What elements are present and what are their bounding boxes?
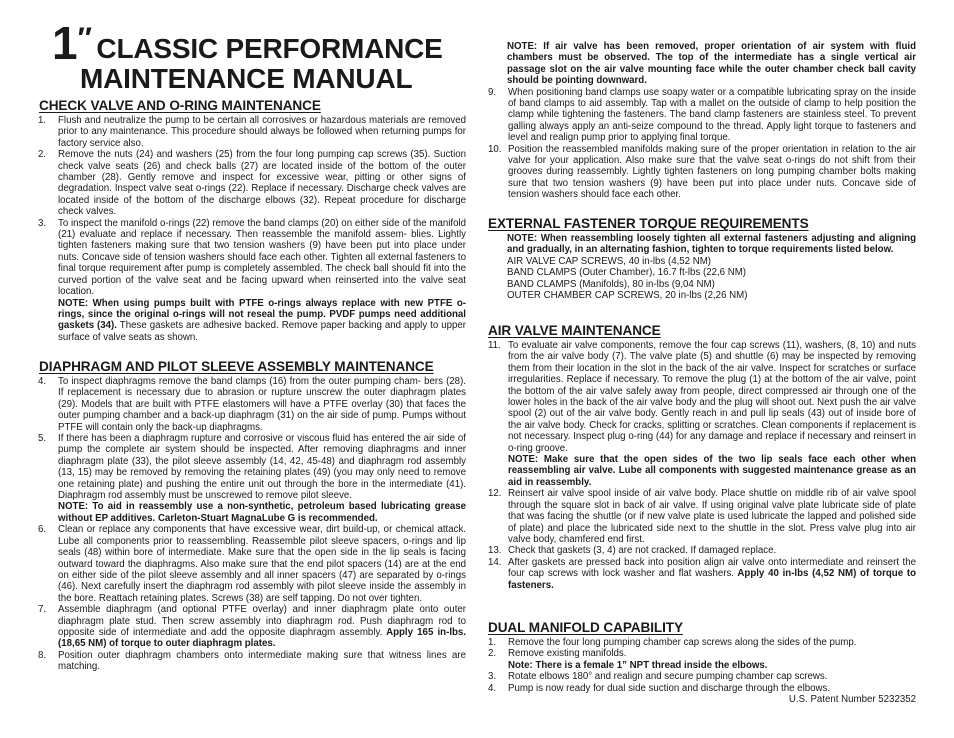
check-valve-heading: CHECK VALVE AND O-RING MAINTENANCE xyxy=(39,98,321,113)
dual-manifold-heading: DUAL MANIFOLD CAPABILITY xyxy=(488,620,683,635)
list-item: 1. Remove the four long pumping chamber cap screws along the sides of the pump. xyxy=(488,637,857,648)
list-item: 12. Reinsert air valve spool inside of air valve body. Place shuttle on middle rib of air valve spool through the square slot in back of air valve. If using original valve plate lubricate side of plate that was facing the shuttle (or if new valve plate is used lubricate the lapped and polished side of plate) and place the lubricated side next to the shuttle in the slot. Press valve plug into air valve body, chamfered end first. xyxy=(488,488,916,545)
title-line-1: CLASSIC PERFORMANCE xyxy=(96,33,443,64)
torque-line: BAND CLAMPS (Outer Chamber), 16.7 ft-lbs (22,6 NM) xyxy=(507,267,747,279)
list-item: 7. Assemble diaphragm (and optional PTFE overlay) and inner diaphragm plate onto outer diaphragm plate stud. Then screw assembly into diaphragm rod. Push diaphragm rod to opposite side of intermediate and add the opposite diaphragm assembly. Apply 165 in-lbs. (18,65 NM) of torque to outer diaphragm plates. xyxy=(38,604,467,650)
list-item: 9. When positioning band clamps use soapy water or a compatible lubricating spray on the inside of band clamps to aid assembly. Tap with a mallet on the outside of clamp to help position the clamp while tightening the fasteners. The band clamp fasteners are stainless steel. To prevent galling always apply an anti-seize compound to the thread. Apply light torque to fasteners and level and realign pump prior to applying final torque. xyxy=(488,86,916,144)
list-item: 4. Pump is now ready for dual side suction and discharge through the elbows. xyxy=(488,682,831,694)
list-item: 8. Position outer diaphragm chambers onto intermediate making sure that witness lines are matching. xyxy=(38,649,466,673)
title-number: 1″ xyxy=(52,17,92,69)
air-valve-heading: AIR VALVE MAINTENANCE xyxy=(488,323,661,338)
diaphragm-heading: DIAPHRAGM AND PILOT SLEEVE ASSEMBLY MAINTENANCE xyxy=(39,359,434,374)
note-text: NOTE: Make sure that the open sides of the two lip seals face each other when reassembling air valve. Lube all components with suggested maintenance grease as an aid in reassembly. xyxy=(508,454,916,488)
page-title xyxy=(52,17,472,94)
list-item: 1. Flush and neutralize the pump to be certain all corrosives or hazardous materials are removed prior to any maintenance. This procedure should always be followed when returning pumps for factory service also. xyxy=(38,115,466,149)
list-item: 11. To evaluate air valve components, remove the four cap screws (11), washers, (8, 10) and nuts from the air valve body (7). The valve plate (5) and shuttle (6) may be inspected by removing them from their location in the slot in the back of the air valve. Inspect for scratches or surface irregularities. Replace if necessary. To remove the plug (1) at the bottom of the air valve, point the bottom of the air valve safely away from people, direct compressed air through one of the lower holes in the back of the air valve body and the plug will shoot out. Next push the air valve spool (2) out of the air valve body. Gently reach in and pull lip seals (43) out of inside bore of the air valve body. Check for cracks, splitting or scratches. Clean components if replacement is not necessary. Inspect plug o-ring (44) for any damage and replace if necessary and reinsert in o-ring groove. NOTE: Make sure that the open sides of the two lip seals face each other when reassembling air valve. Lube all components with suggested maintenance grease as an aid in reassembly. xyxy=(488,340,916,488)
check-valve-section xyxy=(38,115,466,343)
list-item: 2. Remove the nuts (24) and washers (25) from the four long pumping cap screws (35). Suction check valve seats (26) and check balls (27) are located inside of the bottom of the outer chamber (28). Gently remove and inspect for excessive wear, pitting or other signs of degradation. Inspect valve seat o-rings (22). Replace if necessary. Discharge check valves are located inside of the bottom of the discharge elbows (32). Repeat procedure for discharge check valves. xyxy=(38,149,466,218)
torque-line: AIR VALVE CAP SCREWS, 40 in-lbs (4,52 NM) xyxy=(507,255,712,267)
list-item: 3. To inspect the manifold o-rings (22) remove the band clamps (20) on either side of the manifold (21) evaluate and replace if necessary. Then reassemble the manifold assem- blies. Lightly tighten fasteners making sure that two tension washers (9) have been put into place under nuts. Concave side of tension washers should face each other. Tighten all external fasteners to final torque requirement after pump is completely assembled. The check ball should fit into the curved portion of the valve seat and be facing upward when reinserted into the valve seat location. NOTE: When using pumps built with PTFE o-rings always replace with new PTFE o-rings, since the original o-rings will not reseal the pump. PVDF pumps need additional gaskets (34). These gaskets are adhesive backed. Remove paper backing and apply to upper surface of valve seats as shown. xyxy=(38,217,466,343)
list-item: 5. If there has been a diaphragm rupture and corrosive or viscous fluid has entered the air side of pump the complete air system should be inspected. After removing diaphragms and inner diaphragm plate (33), the pilot sleeve assembly (14, 42, 45-48) and diaphragm rod assembly (13, 15) may be removed by removing the retaining plates (49) (you may only need to remove one retaining plate) and pushing the entire unit out through the bore in the intermediate (41). Diaphragm rod assembly must be unscrewed to remove pilot sleeve. NOTE: To aid in reassembly use a non-synthetic, petroleum based lubricating grease without EP additives. Carleton-Stuart MagnaLube G is recommended. xyxy=(38,433,466,524)
list-item: 2. Remove existing manifolds. Note: There is a female 1” NPT thread inside the elbows. xyxy=(488,648,768,671)
torque-line: BAND CLAMPS (Manifolds), 80 in-lbs (9,04 NM) xyxy=(507,278,715,290)
list-item: 13. Check that gaskets (3, 4) are not cracked. If damaged replace. xyxy=(488,545,777,557)
list-item: 10. Position the reassembled manifolds making sure of the proper orientation in relation to the air valve for your application. Also make sure that the valve seat o-rings do not shift from their grooves during reassembly. Lightly tighten fasteners on long pumping chamber bolts making sure that two tension washers (9) have been put into place under nuts. Concave side of tension washers should face each other. xyxy=(488,143,916,201)
note-text: NOTE: When reassembling loosely tighten all external fasteners adjusting and aligning and gradually, in an alternating fashion, tighten to torque requirements listed below. xyxy=(507,233,916,256)
torque-section xyxy=(488,233,916,301)
torque-heading: EXTERNAL FASTENER TORQUE REQUIREMENTS xyxy=(488,216,809,231)
torque-line: OUTER CHAMBER CAP SCREWS, 20 in-lbs (2,26 NM) xyxy=(507,290,748,302)
diaphragm-section xyxy=(38,376,466,673)
note-text: NOTE: When using pumps built with PTFE o-rings always replace with new PTFE o-rings, since the original o-rings will not reseal the pump. PVDF pumps need additional gaskets (34). xyxy=(58,297,466,332)
list-item: 4. To inspect diaphragms remove the band clamps (16) from the outer pumping cham- bers (28). If replacement is necessary due to abrasion or rupture unscrew the outer diaphragm plates (29). Models that are built with PTFE elastomers will have a PTFE overlay (30) that faces the outer pumping chamber and a back-up diaphragm (31) on the air side of pump. Pumps without PTFE will contain only the back-up diaphragms. xyxy=(38,376,466,433)
patent-number: U.S. Patent Number 5232352 xyxy=(788,694,916,706)
list-item: 6. Clean or replace any components that have excessive wear, dirt build-up, or chemical attack. Lube all components prior to reassembling. Reassemble pilot sleeve spacers, o-rings and lip seals (48) within bore of intermediate. Make sure that the open side in the lip seals is facing outward toward the diaphragms. Also make sure that the end pilot spacers (14) are at the end on either side of the pilot sleeve assembly and all inner spacers (47) are separated by o-rings (46). Next carefully insert the diaphragm rod assembly with pilot sleeve inside the assembly in the bore. Reattach retaining plates. Screws (38) are self tapping. Do not over tighten. xyxy=(38,524,466,604)
note-text: NOTE: If air valve has been removed, proper orientation of air system with fluid chambers must be observed. The top of the intermediate has a single vertical air passage slot on the air valve mounting face while the outer chamber check ball cavity should be pointing downward. xyxy=(507,41,916,87)
note-text: NOTE: To aid in reassembly use a non-synthetic, petroleum based lubricating grease without EP additives. Carleton-Stuart MagnaLube G is recommended. xyxy=(58,501,466,524)
air-valve-section xyxy=(488,340,916,591)
orientation-section xyxy=(488,41,916,201)
list-item: 14. After gaskets are pressed back into position align air valve onto intermediate and reinsert the four cap screws with lock washer and flat washers. Apply 40 in-lbs (4,52 NM) of torque to fasteners. xyxy=(488,556,916,591)
title-line-2: MAINTENANCE MANUAL xyxy=(80,63,413,94)
note-text: Note: There is a female 1” NPT thread inside the elbows. xyxy=(508,659,768,671)
dual-manifold-section xyxy=(488,637,916,705)
list-item: 3. Rotate elbows 180° and realign and secure pumping chamber cap screws. xyxy=(488,671,828,683)
